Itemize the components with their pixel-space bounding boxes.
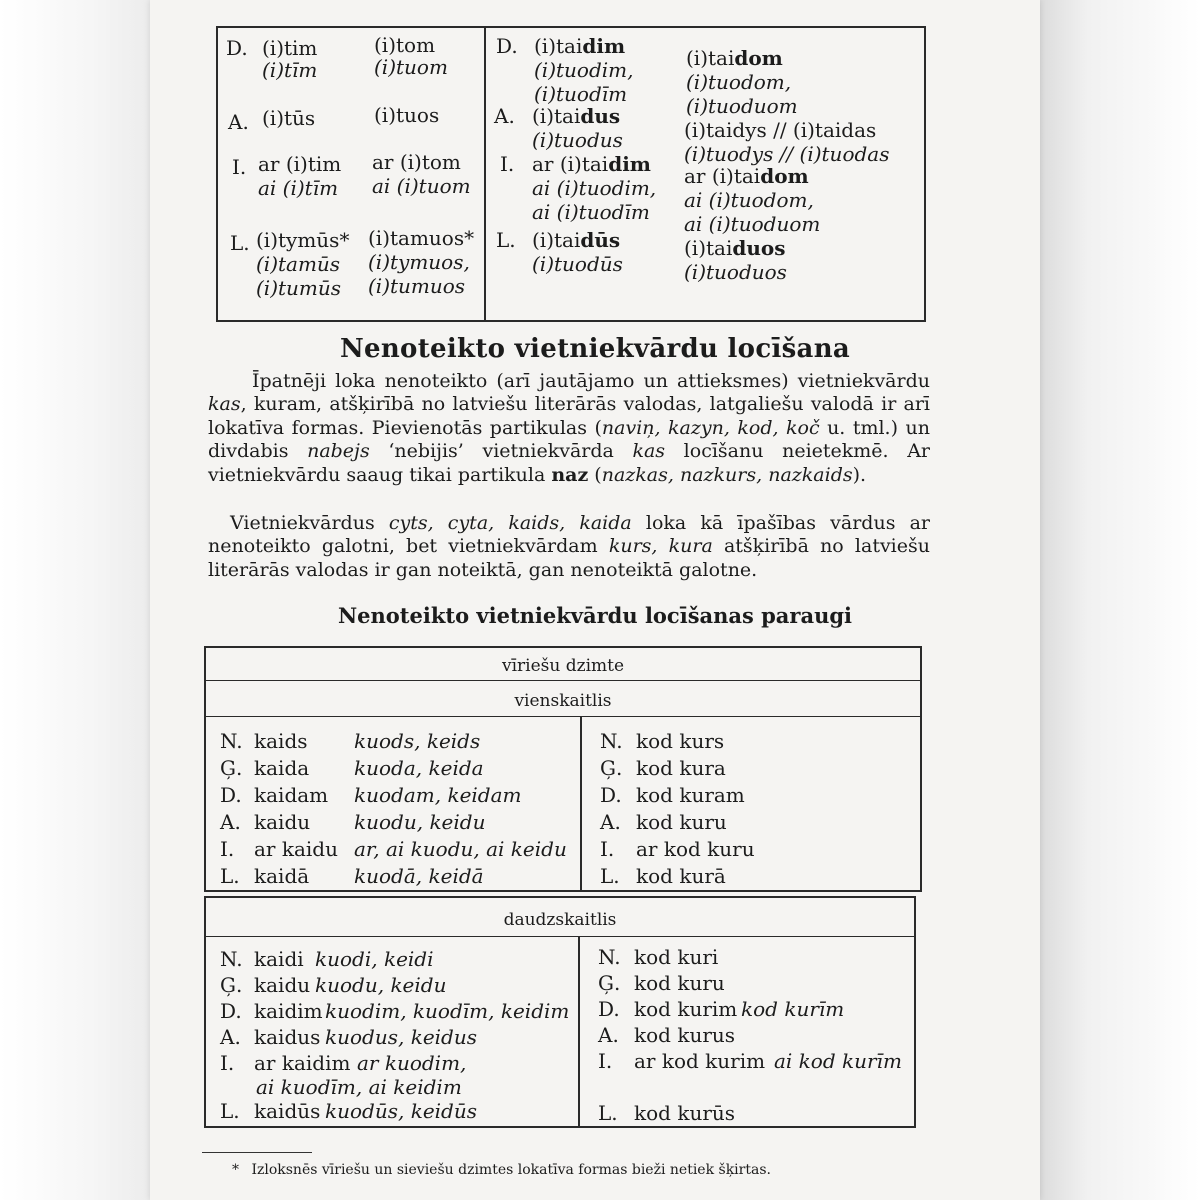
sg-left-form: kaidam	[254, 783, 329, 807]
sg-right-case: D.	[600, 783, 622, 807]
pl-left-case: A.	[220, 1025, 241, 1049]
top-right-A-b2: (i)tuodys // (i)tuodas	[684, 142, 890, 166]
pl-left-variants: kuodu, keidu	[315, 973, 447, 997]
pl-left-form: kaidus	[254, 1025, 321, 1049]
sg-right-case: Ģ.	[600, 756, 623, 780]
pl-right-case: I.	[598, 1049, 613, 1073]
gender-header-rule	[204, 680, 922, 681]
paragraph-1: Īpatnēji loka nenoteikto (arī jautājamo un attieksmes) vietniekvārdu kas, kuram, atšķirībā no latviešu literārās valodas, latgaliešu valodā ir arī lokatīva formas. Pievienotās partikulas (naviņ, kazyn, kod, koč u. tml.) un divdabis nabejs ‘nebijis’ vietniekvārda kas locīšanu neietekmē. Ar vietniekvārdu saaug tikai partikula naz (nazkas, nazkurs, nazkaids).	[208, 370, 930, 486]
pl-right-case: A.	[598, 1023, 619, 1047]
footnote	[232, 1162, 771, 1178]
sg-right-form: ar kod kuru	[636, 837, 755, 861]
sg-left-case: Ģ.	[220, 756, 243, 780]
top-right-D-a3: (i)tuodīm	[534, 82, 628, 106]
top-right-D-case: D.	[496, 34, 518, 58]
pl-left-form: kaidim	[254, 999, 323, 1023]
sg-left-variants: kuods, keids	[354, 729, 481, 753]
top-right-A-case: A.	[494, 104, 515, 128]
singular-divider	[580, 716, 582, 892]
pl-left-case: L.	[220, 1099, 240, 1123]
pl-left-form: kaidu	[254, 973, 311, 997]
top-left-L-b: (i)tamuos*	[368, 226, 475, 250]
top-right-L-b2: (i)tuoduos	[684, 260, 787, 284]
footnote-marker: *	[232, 1162, 239, 1178]
pl-right-case: Ģ.	[598, 971, 621, 995]
number-header-rule	[204, 716, 922, 717]
top-right-L-a2: (i)tuodūs	[532, 252, 623, 276]
top-right-D-a2: (i)tuodim,	[534, 58, 634, 82]
sg-left-form: kaids	[254, 729, 308, 753]
pl-left-variants: kuodus, keidus	[325, 1025, 478, 1049]
top-right-I-b: ar (i)taidom	[684, 164, 809, 188]
pl-right-alt: kod kurīm	[741, 997, 845, 1021]
top-left-L-b2: (i)tymuos,	[368, 250, 470, 274]
top-left-A-a: (i)tūs	[262, 106, 316, 130]
top-left-L-b3: (i)tumuos	[368, 274, 466, 298]
pl-left-form: ar kaidim	[254, 1051, 351, 1075]
pl-right-form: kod kurus	[634, 1023, 736, 1047]
sg-left-case: I.	[220, 837, 235, 861]
pl-right-case: N.	[598, 945, 621, 969]
top-right-I-a3: ai (i)tuodīm	[532, 200, 650, 224]
table-subtitle: Nenoteikto vietniekvārdu locīšanas paraugi	[337, 603, 853, 628]
sg-left-form: kaida	[254, 756, 310, 780]
sg-right-case: L.	[600, 864, 620, 888]
plural-header-rule	[204, 936, 916, 937]
book-page	[150, 0, 1040, 1200]
pl-left-variants: ar kuodim,	[357, 1051, 467, 1075]
top-right-D-a: (i)taidim	[534, 34, 626, 58]
top-right-L-a: (i)taidūs	[532, 228, 621, 252]
sg-right-form: kod kuram	[636, 783, 745, 807]
top-right-I-a: ar (i)taidim	[532, 152, 651, 176]
background-left	[0, 0, 150, 1200]
top-right-D-b: (i)taidom	[686, 46, 783, 70]
top-left-I-a: ar (i)tim	[258, 152, 342, 176]
plural-header: daudzskaitlis	[503, 910, 617, 930]
top-left-I-b2: ai (i)tuom	[372, 174, 471, 198]
top-left-D-a: (i)tim	[262, 36, 318, 60]
pl-right-case: D.	[598, 997, 620, 1021]
top-right-I-b3: ai (i)tuoduom	[684, 212, 821, 236]
top-left-A-b: (i)tuos	[374, 103, 440, 127]
top-left-D-b2: (i)tuom	[374, 55, 448, 79]
sg-right-form: kod kuru	[636, 810, 727, 834]
sg-left-form: ar kaidu	[254, 837, 338, 861]
top-left-L-a2: (i)tamūs	[256, 252, 341, 276]
top-right-I-case: I.	[500, 152, 515, 176]
pl-left-variants-cont: ai kuodīm, ai keidim	[256, 1075, 462, 1099]
top-right-L-case: L.	[496, 228, 516, 252]
top-right-L-b: (i)taiduos	[684, 236, 786, 260]
pl-right-form: ar kod kurim	[634, 1049, 766, 1073]
pl-right-alt: ai kod kurīm	[774, 1049, 902, 1073]
pl-left-variants: kuodi, keidi	[315, 947, 434, 971]
sg-left-variants: kuoda, keida	[354, 756, 484, 780]
pl-left-case: N.	[220, 947, 243, 971]
background-right	[1040, 0, 1200, 1200]
top-left-I-case: I.	[232, 155, 247, 179]
top-left-I-a2: ai (i)tīm	[258, 176, 339, 200]
top-left-L-case: L.	[230, 231, 250, 255]
sg-right-case: N.	[600, 729, 623, 753]
sg-left-form: kaidu	[254, 810, 311, 834]
top-left-I-b: ar (i)tom	[372, 150, 461, 174]
pl-right-form: kod kuri	[634, 945, 719, 969]
pl-left-case: D.	[220, 999, 242, 1023]
footnote-text: Izloksnēs vīriešu un sieviešu dzimtes lokatīva formas bieži netiek šķirtas.	[251, 1162, 771, 1178]
top-right-D-b2: (i)tuodom,	[686, 70, 792, 94]
paragraph-2: Vietniekvārdus cyts, cyta, kaids, kaida loka kā īpašības vārdus ar nenoteikto galotni, bet vietniekvārdam kurs, kura atšķirībā no latviešu literārās valodas ir gan noteiktā, gan nenoteiktā galotne.	[208, 512, 931, 581]
sg-right-form: kod kurs	[636, 729, 725, 753]
sg-left-variants: kuodu, keidu	[354, 810, 486, 834]
top-left-L-a: (i)tymūs*	[256, 228, 350, 252]
top-right-I-b2: ai (i)tuodom,	[684, 188, 814, 212]
sg-right-form: kod kurā	[636, 864, 726, 888]
pl-left-variants: kuodūs, keidūs	[325, 1099, 478, 1123]
top-left-A-case: A.	[228, 110, 249, 134]
pl-left-form: kaidūs	[254, 1099, 321, 1123]
top-right-A-a2: (i)tuodus	[532, 128, 623, 152]
sg-left-case: N.	[220, 729, 243, 753]
sg-right-case: I.	[600, 837, 615, 861]
pl-left-variants: kuodim, kuodīm, keidim	[325, 999, 570, 1023]
top-right-A-a: (i)taidus	[532, 104, 621, 128]
sg-left-form: kaidā	[254, 864, 310, 888]
sg-left-variants: kuodam, keidam	[354, 783, 522, 807]
top-left-L-a3: (i)tumūs	[256, 276, 342, 300]
pl-right-form: kod kurūs	[634, 1101, 736, 1125]
top-right-D-b3: (i)tuoduom	[686, 94, 798, 118]
sg-left-case: D.	[220, 783, 242, 807]
sg-right-case: A.	[600, 810, 621, 834]
top-table-divider	[484, 26, 486, 322]
sg-left-variants: ar, ai kuodu, ai keidu	[354, 837, 567, 861]
sg-right-form: kod kura	[636, 756, 726, 780]
pl-left-case: Ģ.	[220, 973, 243, 997]
top-right-I-a2: ai (i)tuodim,	[532, 176, 657, 200]
top-left-D-case: D.	[226, 36, 248, 60]
top-left-D-b: (i)tom	[374, 33, 436, 57]
gender-header: vīriešu dzimte	[501, 656, 625, 676]
top-right-A-b: (i)taidys // (i)taidas	[684, 118, 877, 142]
section-title: Nenoteikto vietniekvārdu locīšana	[339, 334, 851, 364]
singular-header: vienskaitlis	[514, 691, 612, 711]
sg-left-case: L.	[220, 864, 240, 888]
pl-right-form: kod kurim	[634, 997, 738, 1021]
sg-left-case: A.	[220, 810, 241, 834]
pl-right-form: kod kuru	[634, 971, 725, 995]
sg-left-variants: kuodā, keidā	[354, 864, 484, 888]
footnote-rule	[202, 1152, 312, 1153]
pl-left-form: kaidi	[254, 947, 304, 971]
pl-left-case: I.	[220, 1051, 235, 1075]
plural-divider	[578, 936, 580, 1128]
top-left-D-a2: (i)tīm	[262, 58, 318, 82]
pl-right-case: L.	[598, 1101, 618, 1125]
